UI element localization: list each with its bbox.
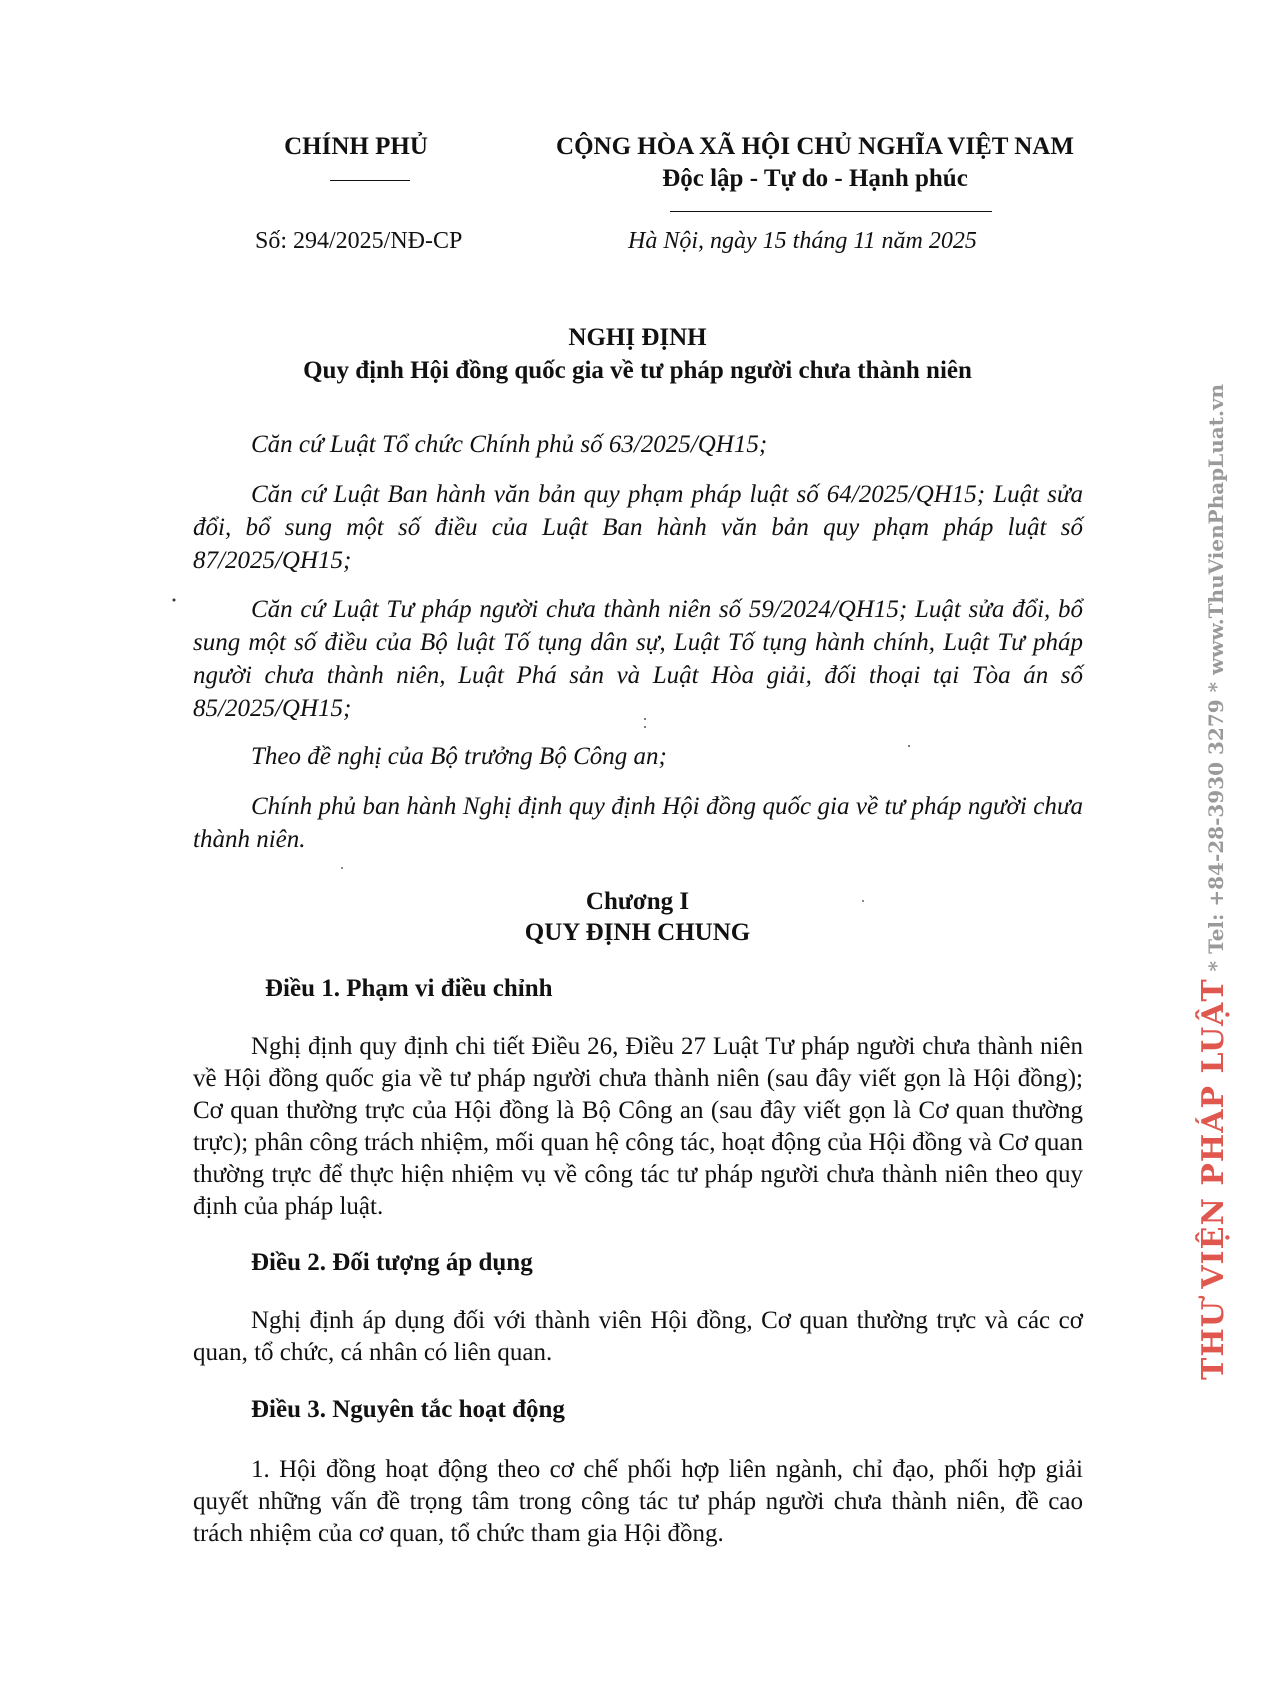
watermark: [1196, 384, 1231, 1380]
watermark-brand: THƯ VIỆN PHÁP LUẬT: [1196, 978, 1231, 1380]
place-and-date: Hà Nội, ngày 15 tháng 11 năm 2025: [628, 228, 977, 254]
preamble-enactment: Chính phủ ban hành Nghị định quy định Hội đồng quốc gia về tư pháp người chưa thành niên.: [193, 793, 1083, 853]
article-1-body: Nghị định quy định chi tiết Điều 26, Điều 27 Luật Tư pháp người chưa thành niên về Hội đồng quốc gia về tư pháp người chưa thành niên (sau đây viết gọn là Hội đồng); Cơ quan thường trực của Hội đồng là Bộ Công an (sau đây viết gọn là Cơ quan thường trực); phân công trách nhiệm, mối quan hệ công tác, hoạt động của Hội đồng và Cơ quan thường trực để thực hiện nhiệm vụ về công tác tư pháp người chưa thành niên theo quy định của pháp luật.: [193, 1033, 1083, 1220]
article-2-heading: Điều 2. Đối tượng áp dụng: [251, 1249, 533, 1276]
preamble-basis-2: Căn cứ Luật Ban hành văn bản quy phạm pháp luật số 64/2025/QH15; Luật sửa đổi, bổ sung một số điều của Luật Ban hành văn bản quy phạm pháp luật số 87/2025/QH15;: [193, 481, 1083, 574]
article-3-body: 1. Hội đồng hoạt động theo cơ chế phối hợp liên ngành, chỉ đạo, phối hợp giải quyết những vấn đề trọng tâm trong công tác tư pháp người chưa thành niên, đề cao trách nhiệm của cơ quan, tổ chức tham gia Hội đồng.: [193, 1456, 1083, 1547]
motto-underline: [670, 211, 992, 212]
watermark-contact: * Tel: +84-28-3930 3279 * www.ThuVienPhapLuat.vn: [1204, 383, 1228, 979]
article-3-heading: Điều 3. Nguyên tắc hoạt động: [251, 1396, 565, 1423]
preamble-proposal: Theo đề nghị của Bộ trưởng Bộ Công an;: [251, 743, 667, 770]
document-type: NGHỊ ĐỊNH: [568, 324, 707, 351]
document-subject: Quy định Hội đồng quốc gia về tư pháp người chưa thành niên: [303, 357, 972, 384]
article-1-heading: Điều 1. Phạm vi điều chỉnh: [265, 975, 553, 1002]
national-title: CỘNG HÒA XÃ HỘI CHỦ NGHĨA VIỆT NAM: [556, 133, 1074, 160]
preamble-basis-1: Căn cứ Luật Tổ chức Chính phủ số 63/2025/QH15;: [251, 431, 768, 458]
issuing-authority: CHÍNH PHỦ: [284, 133, 428, 160]
document-number: Số: 294/2025/NĐ-CP: [255, 228, 463, 254]
national-motto: Độc lập - Tự do - Hạnh phúc: [662, 165, 968, 192]
chapter-name: QUY ĐỊNH CHUNG: [524, 919, 751, 946]
article-2-body: Nghị định áp dụng đối với thành viên Hội đồng, Cơ quan thường trực và các cơ quan, tổ chức, cá nhân có liên quan.: [193, 1307, 1083, 1366]
preamble-basis-3: Căn cứ Luật Tư pháp người chưa thành niên số 59/2024/QH15; Luật sửa đổi, bổ sung một số điều của Bộ luật Tố tụng dân sự, Luật Tố tụng hành chính, Luật Tư pháp người chưa thành niên, Luật Phá sản và Luật Hòa giải, đối thoại tại Tòa án số 85/2025/QH15;: [193, 596, 1083, 722]
issuer-underline: [330, 180, 410, 181]
chapter-number: Chương I: [585, 888, 690, 915]
